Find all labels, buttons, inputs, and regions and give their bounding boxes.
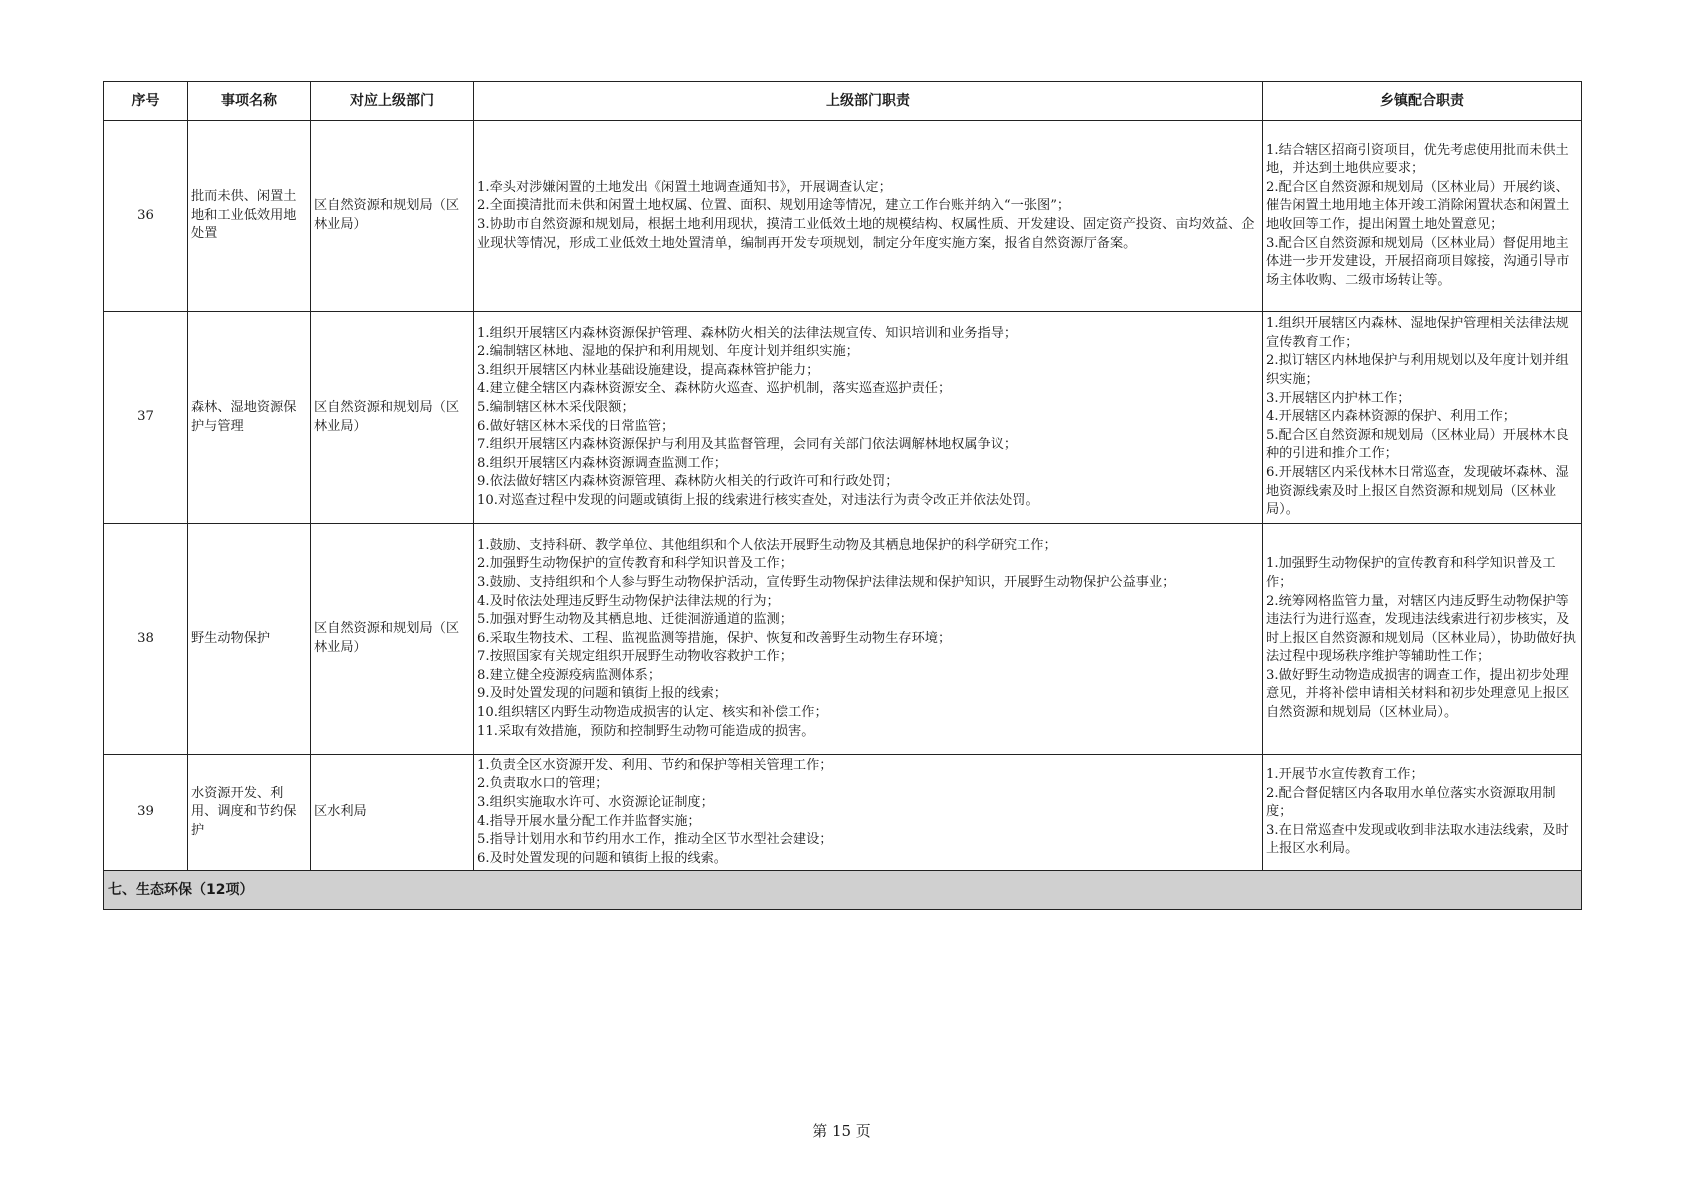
table-row: [104, 121, 1582, 312]
list-item: 5.编制辖区林木采伐限额；: [477, 399, 635, 415]
list-item: 7.按照国家有关规定组织开展野生动物收容救护工作；: [477, 649, 793, 665]
list-item: 3.组织开展辖区内林业基础设施建设，提高森林管护能力；: [477, 362, 820, 378]
list-item: 10.对巡查过程中发现的问题或镇街上报的线索进行核实查处，对违法行为责令改正并依法处罚。: [477, 492, 1039, 508]
list-item: 7.组织开展辖区内森林资源保护与利用及其监督管理，会同有关部门依法调解林地权属争议；: [477, 437, 1018, 453]
page-number: 第 15 页: [812, 1122, 871, 1140]
list-item: 11.采取有效措施，预防和控制野生动物可能造成的损害。: [477, 723, 815, 739]
row-index: 36: [104, 121, 188, 312]
list-item: 3.配合区自然资源和规划局（区林业局）督促用地主体进一步开发建设，开展招商项目嫁接，沟通引导市场主体收购、二级市场转让等。: [1266, 235, 1570, 288]
list-item: 2.拟订辖区内林地保护与利用规划以及年度计划并组织实施；: [1266, 353, 1569, 388]
row-dept: 区自然资源和规划局（区林业局）: [311, 121, 474, 312]
header-dept-duties: 上级部门职责: [474, 82, 1263, 121]
table-row: [104, 755, 1582, 871]
list-item: 3.协助市自然资源和规划局，根据土地利用现状，摸清工业低效土地的规模结构、权属性质、开发建设、固定资产投资、亩均效益、企业现状等情况，形成工业低效土地处置清单，编制再开发专项规划，制定分年度实施方案，报省自然资源厅备案。: [477, 217, 1255, 251]
header-item-name: 事项名称: [188, 82, 311, 121]
row-dept-duties: [474, 121, 1263, 312]
list-item: 6.采取生物技术、工程、监视监测等措施，保护、恢复和改善野生动物生存环境；: [477, 630, 952, 646]
list-item: 9.依法做好辖区内森林资源管理、森林防火相关的行政许可和行政处罚；: [477, 474, 899, 490]
table-row: [104, 524, 1582, 755]
list-item: 2.配合督促辖区内各取用水单位落实水资源取用制度；: [1266, 785, 1556, 820]
row-index: 37: [104, 312, 188, 524]
row-item-name: 野生动物保护: [188, 524, 311, 755]
row-dept-duties: [474, 312, 1263, 524]
list-item: 1.鼓励、支持科研、教学单位、其他组织和个人依法开展野生动物及其栖息地保护的科学研究工作；: [477, 537, 1057, 553]
header-index: 序号: [104, 82, 188, 121]
list-item: 4.建立健全辖区内森林资源安全、森林防火巡查、巡护机制，落实巡查巡护责任；: [477, 381, 952, 397]
list-item: 6.开展辖区内采伐林木日常巡查，发现破坏森林、湿地资源线索及时上报区自然资源和规划局（区林业局）。: [1266, 464, 1569, 518]
duty-table: [103, 81, 1582, 910]
list-item: 3.鼓励、支持组织和个人参与野生动物保护活动，宣传野生动物保护法律法规和保护知识，开展野生动物保护公益事业；: [477, 574, 1176, 590]
list-item: 1.加强野生动物保护的宣传教育和科学知识普及工作；: [1266, 556, 1556, 590]
list-item: 5.配合区自然资源和规划局（区林业局）开展林木良种的引进和推介工作；: [1266, 427, 1569, 462]
list-item: 2.全面摸清批而未供和闲置土地权属、位置、面积、规划用途等情况，建立工作台账并纳入“一张图”；: [477, 198, 1071, 214]
list-item: 6.做好辖区林木采伐的日常监管；: [477, 418, 675, 434]
row-dept-duties: [474, 755, 1263, 871]
row-dept: 区自然资源和规划局（区林业局）: [311, 312, 474, 524]
list-item: 2.配合区自然资源和规划局（区林业局）开展约谈、催告闲置土地用地主体开竣工消除闲置状态和闲置土地收回等工作，提出闲置土地处置意见；: [1266, 179, 1570, 232]
list-item: 1.牵头对涉嫌闲置的土地发出《闲置土地调查通知书》，开展调查认定；: [477, 179, 892, 195]
list-item: 1.结合辖区招商引资项目，优先考虑使用批而未供土地，并达到土地供应要求；: [1266, 142, 1569, 177]
row-town-duties: [1263, 524, 1582, 755]
row-dept: 区水利局: [311, 755, 474, 871]
list-item: 1.开展节水宣传教育工作；: [1266, 767, 1424, 783]
row-dept-duties: [474, 524, 1263, 755]
list-item: 3.在日常巡查中发现或收到非法取水违法线索，及时上报区水利局。: [1266, 822, 1569, 857]
list-item: 10.组织辖区内野生动物造成损害的认定、核实和补偿工作；: [477, 705, 828, 721]
list-item: 4.及时依法处理违反野生动物保护法律法规的行为；: [477, 593, 780, 609]
list-item: 2.编制辖区林地、湿地的保护和利用规划、年度计划并组织实施；: [477, 344, 859, 360]
list-item: 1.组织开展辖区内森林资源保护管理、森林防火相关的法律法规宣传、知识培训和业务指导；: [477, 325, 1018, 341]
header-dept: 对应上级部门: [311, 82, 474, 121]
list-item: 1.负责全区水资源开发、利用、节约和保护等相关管理工作；: [477, 757, 833, 773]
row-town-duties: [1263, 312, 1582, 524]
row-item-name: 批而未供、闲置土地和工业低效用地处置: [188, 121, 311, 312]
list-item: 5.指导计划用水和节约用水工作，推动全区节水型社会建设；: [477, 832, 833, 848]
list-item: 8.建立健全疫源疫病监测体系；: [477, 667, 662, 683]
list-item: 9.及时处置发现的问题和镇街上报的线索；: [477, 686, 727, 702]
row-town-duties: [1263, 121, 1582, 312]
list-item: 2.加强野生动物保护的宣传教育和科学知识普及工作；: [477, 556, 793, 572]
list-item: 3.做好野生动物造成损害的调查工作，提出初步处理意见，并将补偿申请相关材料和初步处理意见上报区自然资源和规划局（区林业局）。: [1266, 667, 1570, 721]
list-item: 5.加强对野生动物及其栖息地、迁徙洄游通道的监测；: [477, 612, 793, 628]
list-item: 6.及时处置发现的问题和镇街上报的线索。: [477, 850, 727, 866]
row-item-name: 水资源开发、利用、调度和节约保护: [188, 755, 311, 871]
table-row: [104, 312, 1582, 524]
list-item: 3.组织实施取水许可、水资源论证制度；: [477, 794, 714, 810]
table-header-row: [104, 82, 1582, 121]
list-item: 8.组织开展辖区内森林资源调查监测工作；: [477, 455, 727, 471]
row-index: 39: [104, 755, 188, 871]
row-dept: 区自然资源和规划局（区林业局）: [311, 524, 474, 755]
list-item: 4.指导开展水量分配工作并监督实施；: [477, 813, 701, 829]
list-item: 4.开展辖区内森林资源的保护、利用工作；: [1266, 409, 1516, 425]
section-row: [104, 871, 1582, 910]
section-label: 七、生态环保（12项）: [104, 871, 1582, 910]
list-item: 1.组织开展辖区内森林、湿地保护管理相关法律法规宣传教育工作；: [1266, 316, 1569, 350]
row-item-name: 森林、湿地资源保护与管理: [188, 312, 311, 524]
header-town-duties: 乡镇配合职责: [1263, 82, 1582, 121]
list-item: 2.统筹网格监管力量，对辖区内违反野生动物保护等违法行为进行巡查，发现违法线索进行初步核实，及时上报区自然资源和规划局（区林业局），协助做好执法过程中现场秩序维护等辅助性工作；: [1266, 593, 1576, 665]
list-item: 3.开展辖区内护林工作；: [1266, 390, 1411, 406]
row-index: 38: [104, 524, 188, 755]
row-town-duties: [1263, 755, 1582, 871]
list-item: 2.负责取水口的管理；: [477, 776, 609, 792]
